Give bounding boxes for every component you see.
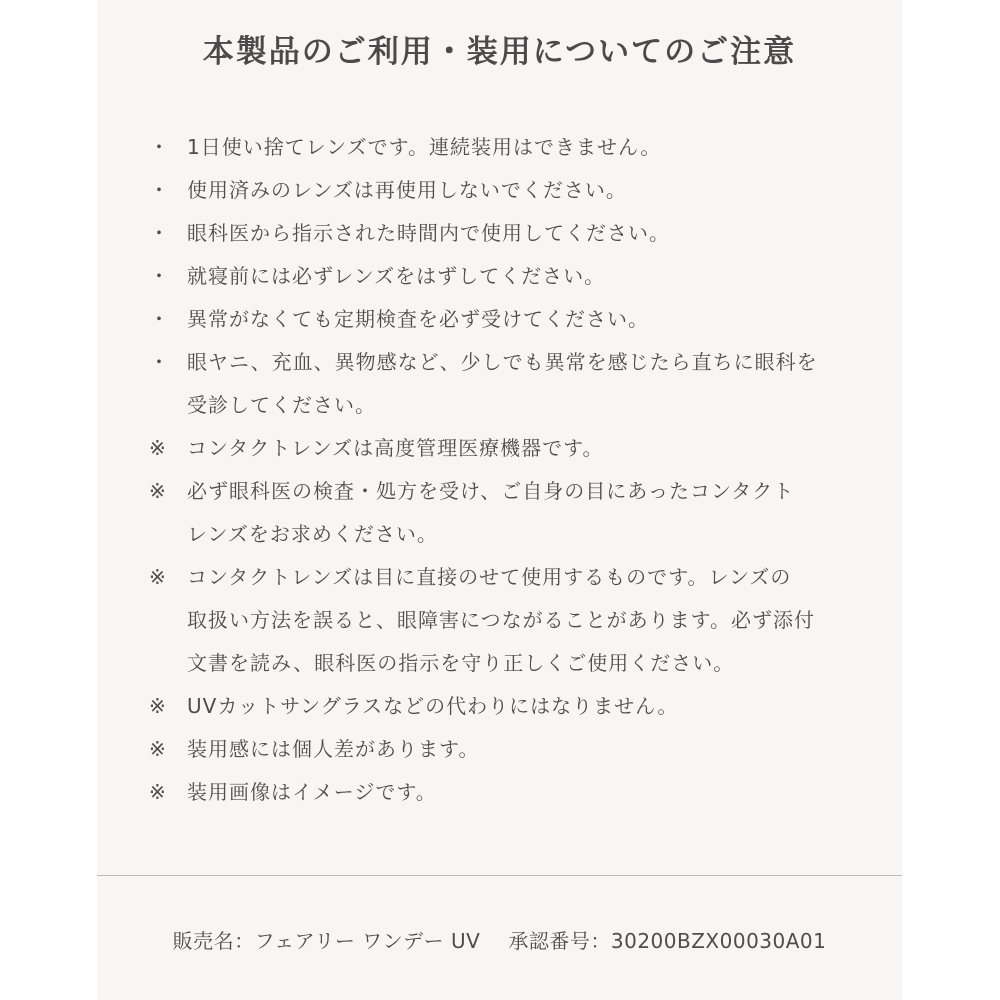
note-text: 使用済みのレンズは再使用しないでください。 — [187, 178, 627, 202]
note-text: 異常がなくても定期検査を必ず受けてください。 — [187, 307, 649, 331]
bullet-marker: ・ — [149, 350, 170, 374]
list-item — [147, 298, 867, 341]
note-text: 必ず眼科医の検査・処方を受け、ご自身の目にあったコンタクト レンズをお求めください。 — [187, 479, 795, 546]
note-text: UVカットサングラスなどの代わりにはなりません。 — [187, 694, 679, 718]
note-text: 装用画像はイメージです。 — [187, 780, 437, 804]
bullet-marker: ・ — [149, 264, 170, 288]
bullet-marker: ・ — [149, 221, 170, 245]
list-item — [147, 255, 867, 298]
list-item — [147, 556, 867, 685]
list-item — [147, 728, 867, 771]
note-text: 眼科医から指示された時間内で使用してください。 — [187, 221, 670, 245]
note-text: 眼ヤニ、充血、異物感など、少しでも異常を感じたら直ちに眼科を 受診してください。 — [187, 350, 818, 417]
list-item — [147, 169, 867, 212]
notes-list — [147, 126, 867, 814]
note-text: コンタクトレンズは高度管理医療機器です。 — [187, 436, 604, 460]
product-info-footer — [97, 920, 902, 962]
bullet-marker: ・ — [149, 307, 170, 331]
reference-marker: ※ — [149, 565, 167, 589]
list-item — [147, 771, 867, 814]
list-item — [147, 427, 867, 470]
reference-marker: ※ — [149, 479, 167, 503]
note-text: 1日使い捨てレンズです。連続装用はできません。 — [187, 135, 662, 159]
list-item — [147, 341, 867, 427]
list-item — [147, 212, 867, 255]
note-text: コンタクトレンズは目に直接のせて使用するものです。レンズの 取扱い方法を誤ると、眼障害につながることがあります。必ず添付 文書を読み、眼科医の指示を守り正しくご使用ください。 — [187, 565, 815, 675]
reference-marker: ※ — [149, 737, 167, 761]
note-text: 就寝前には必ずレンズをはずしてください。 — [187, 264, 606, 288]
sales-name: 販売名：フェアリー ワンデー UV — [172, 929, 481, 953]
reference-marker: ※ — [149, 694, 167, 718]
list-item — [147, 470, 867, 556]
note-text: 装用感には個人差があります。 — [187, 737, 480, 761]
notice-panel — [97, 0, 902, 1000]
bullet-marker: ・ — [149, 135, 170, 159]
page-title: 本製品のご利用・装用についてのご注意 — [202, 34, 797, 70]
bullet-marker: ・ — [149, 178, 170, 202]
list-item — [147, 126, 867, 169]
footer-divider — [97, 875, 902, 876]
reference-marker: ※ — [149, 780, 167, 804]
list-item — [147, 685, 867, 728]
approval-number: 承認番号：30200BZX00030A01 — [508, 929, 827, 953]
reference-marker: ※ — [149, 436, 167, 460]
